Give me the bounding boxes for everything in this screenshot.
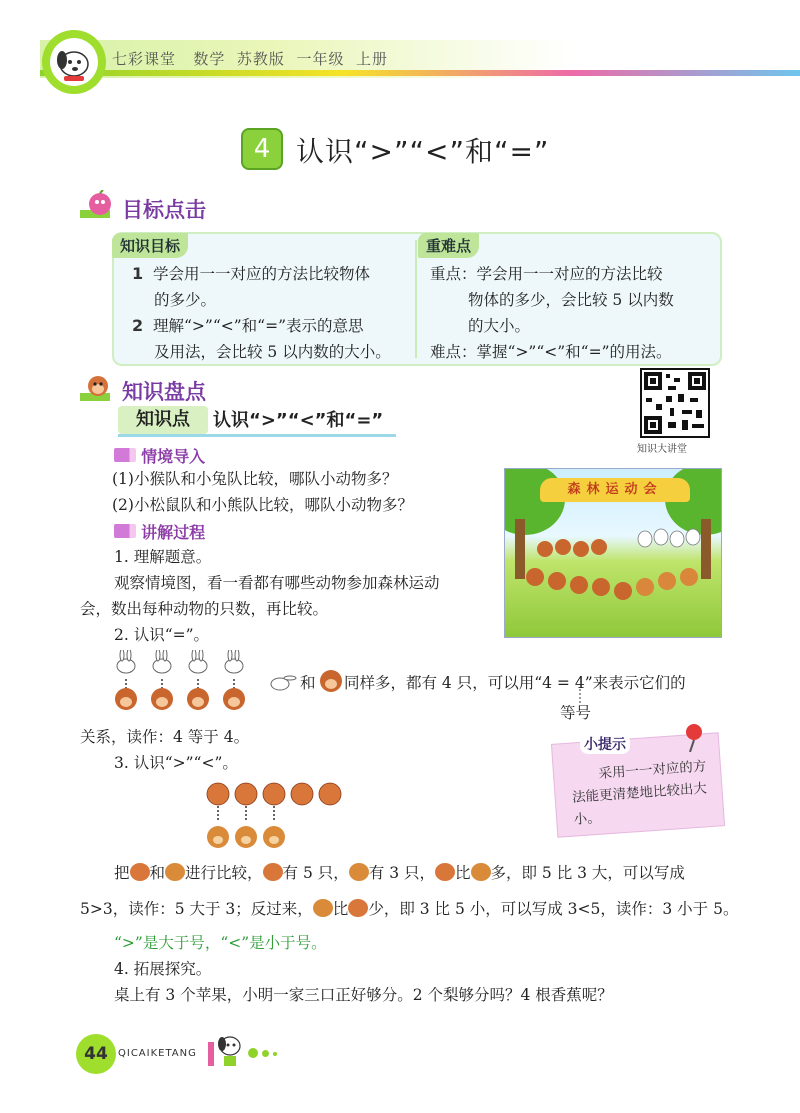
key-point	[430, 261, 715, 365]
cmp-text: 多，即 5 比 3 大，可以写成	[490, 864, 685, 882]
bear-row	[204, 822, 354, 854]
goal-text-cont: 及用法，会比较 5 以内数的大小。	[154, 343, 391, 361]
cmp-text: 比	[454, 864, 471, 882]
goal-number: 1	[132, 264, 144, 283]
process-title: 讲解过程	[141, 523, 206, 542]
section-goals-heading: 目标点击	[122, 198, 206, 222]
equal-sign-caption: 等号	[560, 704, 592, 722]
goal-number: 2	[132, 316, 144, 335]
footer-brand: QICAIKETANG	[118, 1048, 197, 1059]
squirrel-inline-icon	[263, 863, 283, 881]
qr-caption: 知识大讲堂	[637, 444, 687, 455]
tip-body: 采用一一对应的方法能更清楚地比较出大小。	[571, 758, 708, 828]
forest-games-banner: 森林运动会	[540, 478, 690, 502]
eq-sentence: 同样多，都有 4 只，可以用“4 = 4”来表示它们的	[344, 674, 686, 692]
cmp-text: 和	[149, 864, 166, 882]
header-breadcrumb	[112, 48, 388, 69]
footer-dot-medium	[262, 1050, 269, 1057]
apple-mascot-icon	[80, 190, 114, 220]
knowledge-point-title: 认识“>”“<”和“=”	[213, 410, 384, 431]
summary-signs: “>”是大于号，“<”是小于号。	[114, 934, 327, 952]
page-number: 44	[84, 1044, 108, 1064]
squirrel-inline-icon	[130, 863, 150, 881]
eq-relation: 关系，读作：4 等于 4。	[80, 728, 250, 746]
difficult-point-label: 难点：	[430, 343, 477, 361]
knowledge-goal-2	[132, 313, 417, 365]
footer-mascot-icon	[206, 1028, 246, 1072]
bear-inline-icon	[349, 863, 369, 881]
compare-line-a	[114, 860, 754, 886]
goal-text: 学会用一一对应的方法比较物体	[153, 265, 371, 283]
cmp-text: 比	[332, 900, 349, 918]
monkey-inline-icon	[318, 668, 344, 698]
intro-header	[114, 444, 205, 467]
key-points-label: 重难点	[418, 233, 479, 258]
tip-title: 小提示	[580, 734, 630, 754]
section-inventory-heading: 知识盘点	[122, 380, 206, 404]
step-4: 4. 拓展探究。	[114, 960, 212, 978]
knowledge-goals-label: 知识目标	[112, 233, 188, 258]
cmp-text: 5>3，读作：5 大于 3；反过来，	[80, 900, 313, 918]
compare-line-b	[80, 896, 770, 922]
goal-text-cont: 的多少。	[154, 291, 217, 309]
dog-mascot-icon	[50, 38, 98, 86]
rabbit-icons	[112, 650, 252, 676]
process-header	[114, 520, 205, 543]
key-point-text-3: 的大小。	[468, 317, 531, 335]
bear-inline-icon	[165, 863, 185, 881]
key-point-text: 学会用一一对应的方法比较	[476, 265, 663, 283]
squirrel-inline-icon	[435, 863, 455, 881]
step-4-text: 桌上有 3 个苹果，小明一家三口正好够分。2 个梨够分吗？4 根香蕉呢？	[114, 986, 613, 1004]
step-1: 1. 理解题意。	[114, 548, 212, 566]
pencil-icon	[114, 448, 136, 462]
intro-question-2: (2)小松鼠队和小熊队比较，哪队小动物多？	[112, 496, 413, 514]
header-rainbow-line	[40, 70, 800, 76]
volume-name: 上册	[356, 50, 389, 68]
goal-text: 理解“>”“<”和“=”表示的意思	[153, 317, 364, 335]
pencil-icon	[114, 524, 136, 538]
series-name: 七彩课堂	[112, 50, 177, 68]
lesson-number: 4	[241, 128, 283, 170]
squirrel-icons	[204, 780, 354, 808]
cmp-text: 少，即 3 比 5 小，可以写成 3<5，读作：3 小于 5。	[368, 900, 739, 918]
cmp-text: 进行比较，	[185, 864, 263, 882]
step-3: 3. 认识“>”“<”。	[114, 754, 238, 772]
footer-dot-large	[248, 1048, 258, 1058]
monkey-icons	[112, 686, 252, 712]
page-title: 认识“>”“<”和“=”	[296, 135, 550, 168]
eq-and: 和	[300, 674, 316, 692]
monkey-mascot-icon	[80, 373, 114, 403]
tip-text	[570, 755, 714, 831]
intro-title: 情境导入	[141, 447, 206, 466]
bear-inline-icon	[471, 863, 491, 881]
step-1-text-a: 观察情境图，看一看都有哪些动物参加森林运动	[114, 574, 440, 592]
monkey-row	[112, 686, 252, 716]
knowledge-point-label: 知识点	[118, 406, 208, 434]
step-2: 2. 认识“=”。	[114, 626, 210, 644]
knowledge-goal-1	[132, 261, 412, 313]
cmp-text: 有 3 只，	[368, 864, 435, 882]
knowledge-point-underline	[118, 434, 396, 437]
squirrel-inline-icon	[348, 899, 368, 917]
rabbit-inline-icon	[268, 670, 298, 696]
key-point-label: 重点：	[430, 265, 477, 283]
cmp-text: 有 5 只，	[282, 864, 349, 882]
edition-name: 苏教版	[236, 50, 285, 68]
grade-name: 一年级	[296, 50, 345, 68]
step-1-text-b: 会，数出每种动物的只数，再比较。	[80, 600, 329, 618]
qr-code-icon[interactable]	[640, 368, 710, 438]
key-point-text-2: 物体的多少，会比较 5 以内数	[468, 291, 674, 309]
difficult-point-text: 掌握“>”“<”和“=”的用法。	[476, 343, 672, 361]
intro-question-1: (1)小猴队和小兔队比较，哪队小动物多？	[112, 470, 398, 488]
cmp-text: 把	[114, 864, 130, 882]
subject-name: 数学	[193, 50, 226, 68]
pushpin-icon	[682, 722, 706, 756]
bear-inline-icon	[313, 899, 333, 917]
footer-dot-small	[273, 1052, 277, 1056]
bear-icons	[204, 822, 354, 850]
